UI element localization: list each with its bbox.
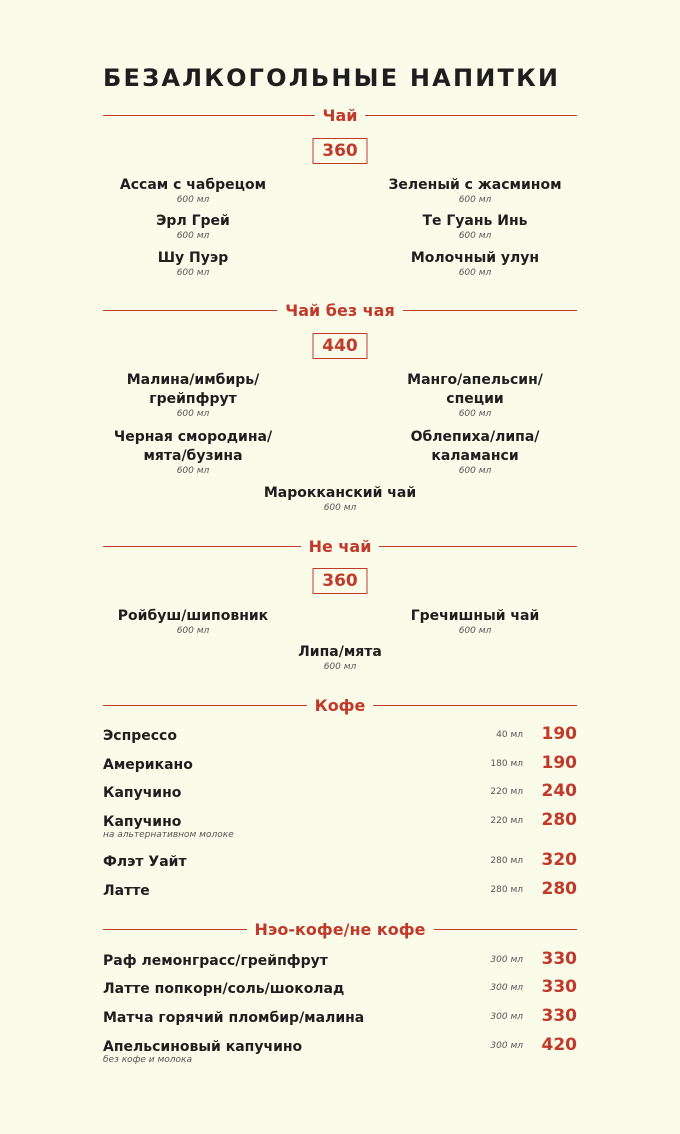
divider-line (365, 115, 577, 116)
menu-item (355, 176, 595, 206)
price-box-tea: 360 (313, 138, 368, 164)
section-header-neo-coffee (103, 920, 577, 939)
item-name: Капучино (103, 785, 182, 801)
item-volume: 600 мл (323, 503, 357, 513)
item-volume: 300 мл (490, 955, 523, 965)
item-name: Флэт Уайт (103, 854, 187, 870)
price-box-not-tea: 360 (313, 568, 368, 594)
price-row (103, 810, 577, 840)
item-name: Гречишный чай (410, 608, 540, 624)
item-volume: 600 мл (176, 268, 210, 278)
item-note: без кофе и молока (103, 1055, 192, 1065)
item-name: Эспрессо (103, 728, 177, 744)
item-name: Раф лемонграсс/грейпфрут (103, 953, 328, 969)
item-volume: 220 мл (490, 816, 523, 826)
price-row (103, 1006, 577, 1031)
price-box-tea-free: 440 (313, 333, 368, 359)
item-price: 320 (541, 850, 577, 870)
item-volume: 600 мл (176, 195, 210, 205)
item-price: 280 (541, 810, 577, 830)
item-name: Латте (103, 883, 150, 899)
item-volume: 600 мл (323, 662, 357, 672)
section-title-coffee: Кофе (314, 696, 366, 715)
item-price: 190 (541, 724, 577, 744)
divider-line (103, 115, 315, 116)
price-row (103, 1035, 577, 1065)
divider-line (373, 705, 577, 706)
item-name: Шу Пуэр (157, 250, 229, 266)
item-price: 330 (541, 1006, 577, 1026)
menu-item (355, 607, 595, 637)
item-volume: 220 мл (490, 787, 523, 797)
section-header-tea-free (103, 301, 577, 320)
divider-line (103, 705, 307, 706)
item-name-line2: грейпфрут (149, 391, 237, 407)
section-header-coffee (103, 696, 577, 715)
item-volume: 600 мл (458, 268, 492, 278)
menu-item (220, 484, 460, 514)
menu-item (73, 212, 313, 242)
item-note: на альтернативном молоке (103, 830, 234, 840)
divider-line (403, 310, 577, 311)
menu-item (355, 212, 595, 242)
item-volume: 600 мл (176, 409, 210, 419)
item-volume: 600 мл (176, 626, 210, 636)
menu-item (355, 428, 595, 477)
item-volume: 600 мл (458, 409, 492, 419)
item-name: Апельсиновый капучино (103, 1039, 303, 1055)
item-volume: 300 мл (490, 1012, 523, 1022)
item-name-line2: специи (446, 391, 504, 407)
item-name: Марокканский чай (263, 485, 417, 501)
item-volume: 300 мл (490, 983, 523, 993)
item-volume: 280 мл (490, 856, 523, 866)
item-name-line1: Малина/имбирь/ (126, 372, 260, 388)
item-name-line2: каламанси (431, 448, 519, 464)
item-name-line1: Облепиха/липа/ (410, 429, 540, 445)
item-name: Латте попкорн/соль/шоколад (103, 981, 345, 997)
item-name: Ройбуш/шиповник (117, 608, 269, 624)
item-name-line2: мята/бузина (143, 448, 243, 464)
item-volume: 600 мл (458, 626, 492, 636)
item-name: Эрл Грей (156, 213, 230, 229)
item-volume: 600 мл (458, 231, 492, 241)
item-name: Те Гуань Инь (422, 213, 528, 229)
divider-line (434, 929, 578, 930)
item-name-line1: Манго/апельсин/ (407, 372, 543, 388)
price-row (103, 977, 577, 1002)
section-title-neo-coffee: Нэо-кофе/не кофе (254, 920, 426, 939)
section-title-not-tea: Не чай (308, 537, 372, 556)
menu-item (355, 249, 595, 279)
item-name-line1: Черная смородина/ (113, 429, 273, 445)
item-price: 330 (541, 949, 577, 969)
price-row (103, 949, 577, 974)
item-name: Матча горячий пломбир/малина (103, 1010, 365, 1026)
price-row (103, 879, 577, 904)
item-volume: 600 мл (176, 466, 210, 476)
price-row (103, 781, 577, 806)
item-price: 420 (541, 1035, 577, 1055)
menu-item (73, 176, 313, 206)
divider-line (103, 929, 247, 930)
item-volume: 180 мл (490, 759, 523, 769)
item-name: Зеленый с жасмином (388, 177, 562, 193)
item-price: 190 (541, 753, 577, 773)
menu-item (73, 371, 313, 420)
item-name: Ассам с чабрецом (119, 177, 267, 193)
menu-item (73, 607, 313, 637)
item-volume: 600 мл (458, 195, 492, 205)
section-header-tea (103, 106, 577, 125)
item-price: 240 (541, 781, 577, 801)
menu-item (73, 249, 313, 279)
item-name: Американо (103, 757, 193, 773)
page-title: БЕЗАЛКОГОЛЬНЫЕ НАПИТКИ (103, 64, 561, 92)
menu-item (220, 643, 460, 673)
item-name: Капучино (103, 814, 182, 830)
item-volume: 600 мл (458, 466, 492, 476)
menu-item (355, 371, 595, 420)
divider-line (103, 546, 301, 547)
item-volume: 600 мл (176, 231, 210, 241)
item-volume: 280 мл (490, 885, 523, 895)
price-row (103, 753, 577, 778)
item-name: Липа/мята (298, 644, 382, 660)
item-price: 330 (541, 977, 577, 997)
section-header-not-tea (103, 537, 577, 556)
section-title-tea-free: Чай без чая (285, 301, 395, 320)
price-row (103, 724, 577, 749)
item-volume: 40 мл (496, 730, 523, 740)
divider-line (379, 546, 577, 547)
divider-line (103, 310, 277, 311)
menu-item (73, 428, 313, 477)
item-price: 280 (541, 879, 577, 899)
price-row (103, 850, 577, 875)
item-name: Молочный улун (410, 250, 540, 266)
item-volume: 300 мл (490, 1041, 523, 1051)
section-title-tea: Чай (322, 106, 358, 125)
